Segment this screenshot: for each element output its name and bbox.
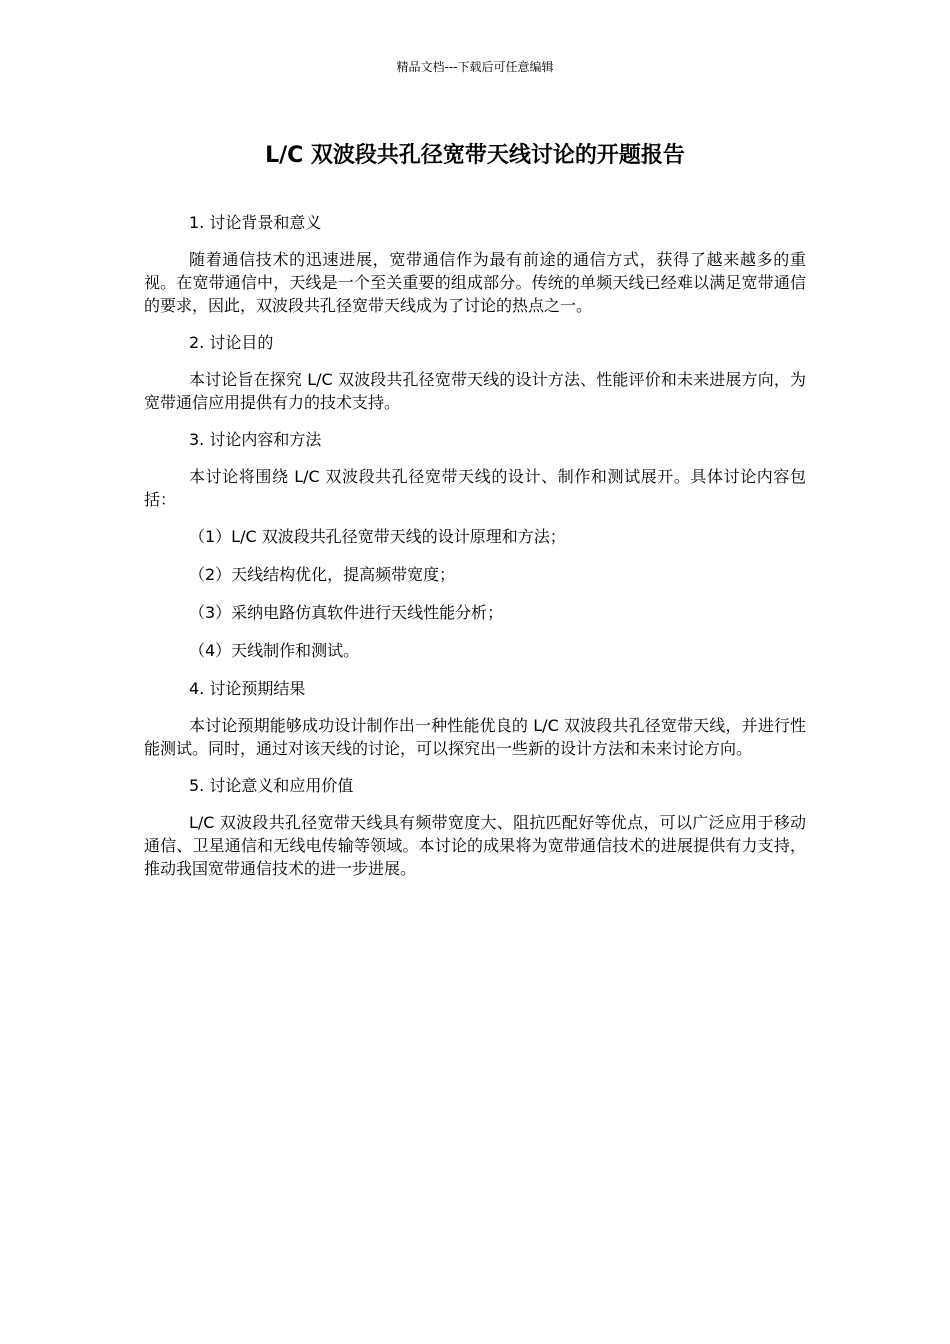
- section-paragraph-3: 本讨论将围绕 L/C 双波段共孔径宽带天线的设计、制作和测试展开。具体讨论内容包括：: [144, 467, 806, 509]
- section-heading-1: 1. 讨论背景和意义: [189, 213, 322, 232]
- section-paragraph-4: 本讨论预期能够成功设计制作出一种性能优良的 L/C 双波段共孔径宽带天线，并进行性能测试。同时，通过对该天线的讨论，可以探究出一些新的设计方法和未来讨论方向。: [144, 716, 806, 758]
- section-heading-3: 3. 讨论内容和方法: [189, 430, 322, 449]
- list-item: （2）天线结构优化，提高频带宽度；: [189, 565, 456, 584]
- section-heading-5: 5. 讨论意义和应用价值: [189, 776, 354, 795]
- section-heading-2: 2. 讨论目的: [189, 333, 274, 352]
- section-paragraph-1: 随着通信技术的迅速进展，宽带通信作为最有前途的通信方式，获得了越来越多的重视。在宽带通信中，天线是一个至关重要的组成部分。传统的单频天线已经难以满足宽带通信的要求，因此，双波段共孔径宽带天线成为了讨论的热点之一。: [144, 250, 806, 315]
- document-title: L/C 双波段共孔径宽带天线讨论的开题报告: [265, 143, 685, 168]
- list-item: （4）天线制作和测试。: [189, 641, 360, 660]
- list-item: （1）L/C 双波段共孔径宽带天线的设计原理和方法；: [189, 527, 566, 546]
- section-paragraph-2: 本讨论旨在探究 L/C 双波段共孔径宽带天线的设计方法、性能评价和未来进展方向，为宽带通信应用提供有力的技术支持。: [144, 370, 806, 412]
- list-item: （3）采纳电路仿真软件进行天线性能分析；: [189, 603, 504, 622]
- section-paragraph-5: L/C 双波段共孔径宽带天线具有频带宽度大、阻抗匹配好等优点，可以广泛应用于移动通信、卫星通信和无线电传输等领域。本讨论的成果将为宽带通信技术的进展提供有力支持，推动我国宽带通信技术的进一步进展。: [144, 813, 806, 878]
- document-body: [144, 211, 806, 880]
- header-note: 精品文档---下载后可任意编辑: [396, 60, 554, 74]
- section-heading-4: 4. 讨论预期结果: [189, 679, 306, 698]
